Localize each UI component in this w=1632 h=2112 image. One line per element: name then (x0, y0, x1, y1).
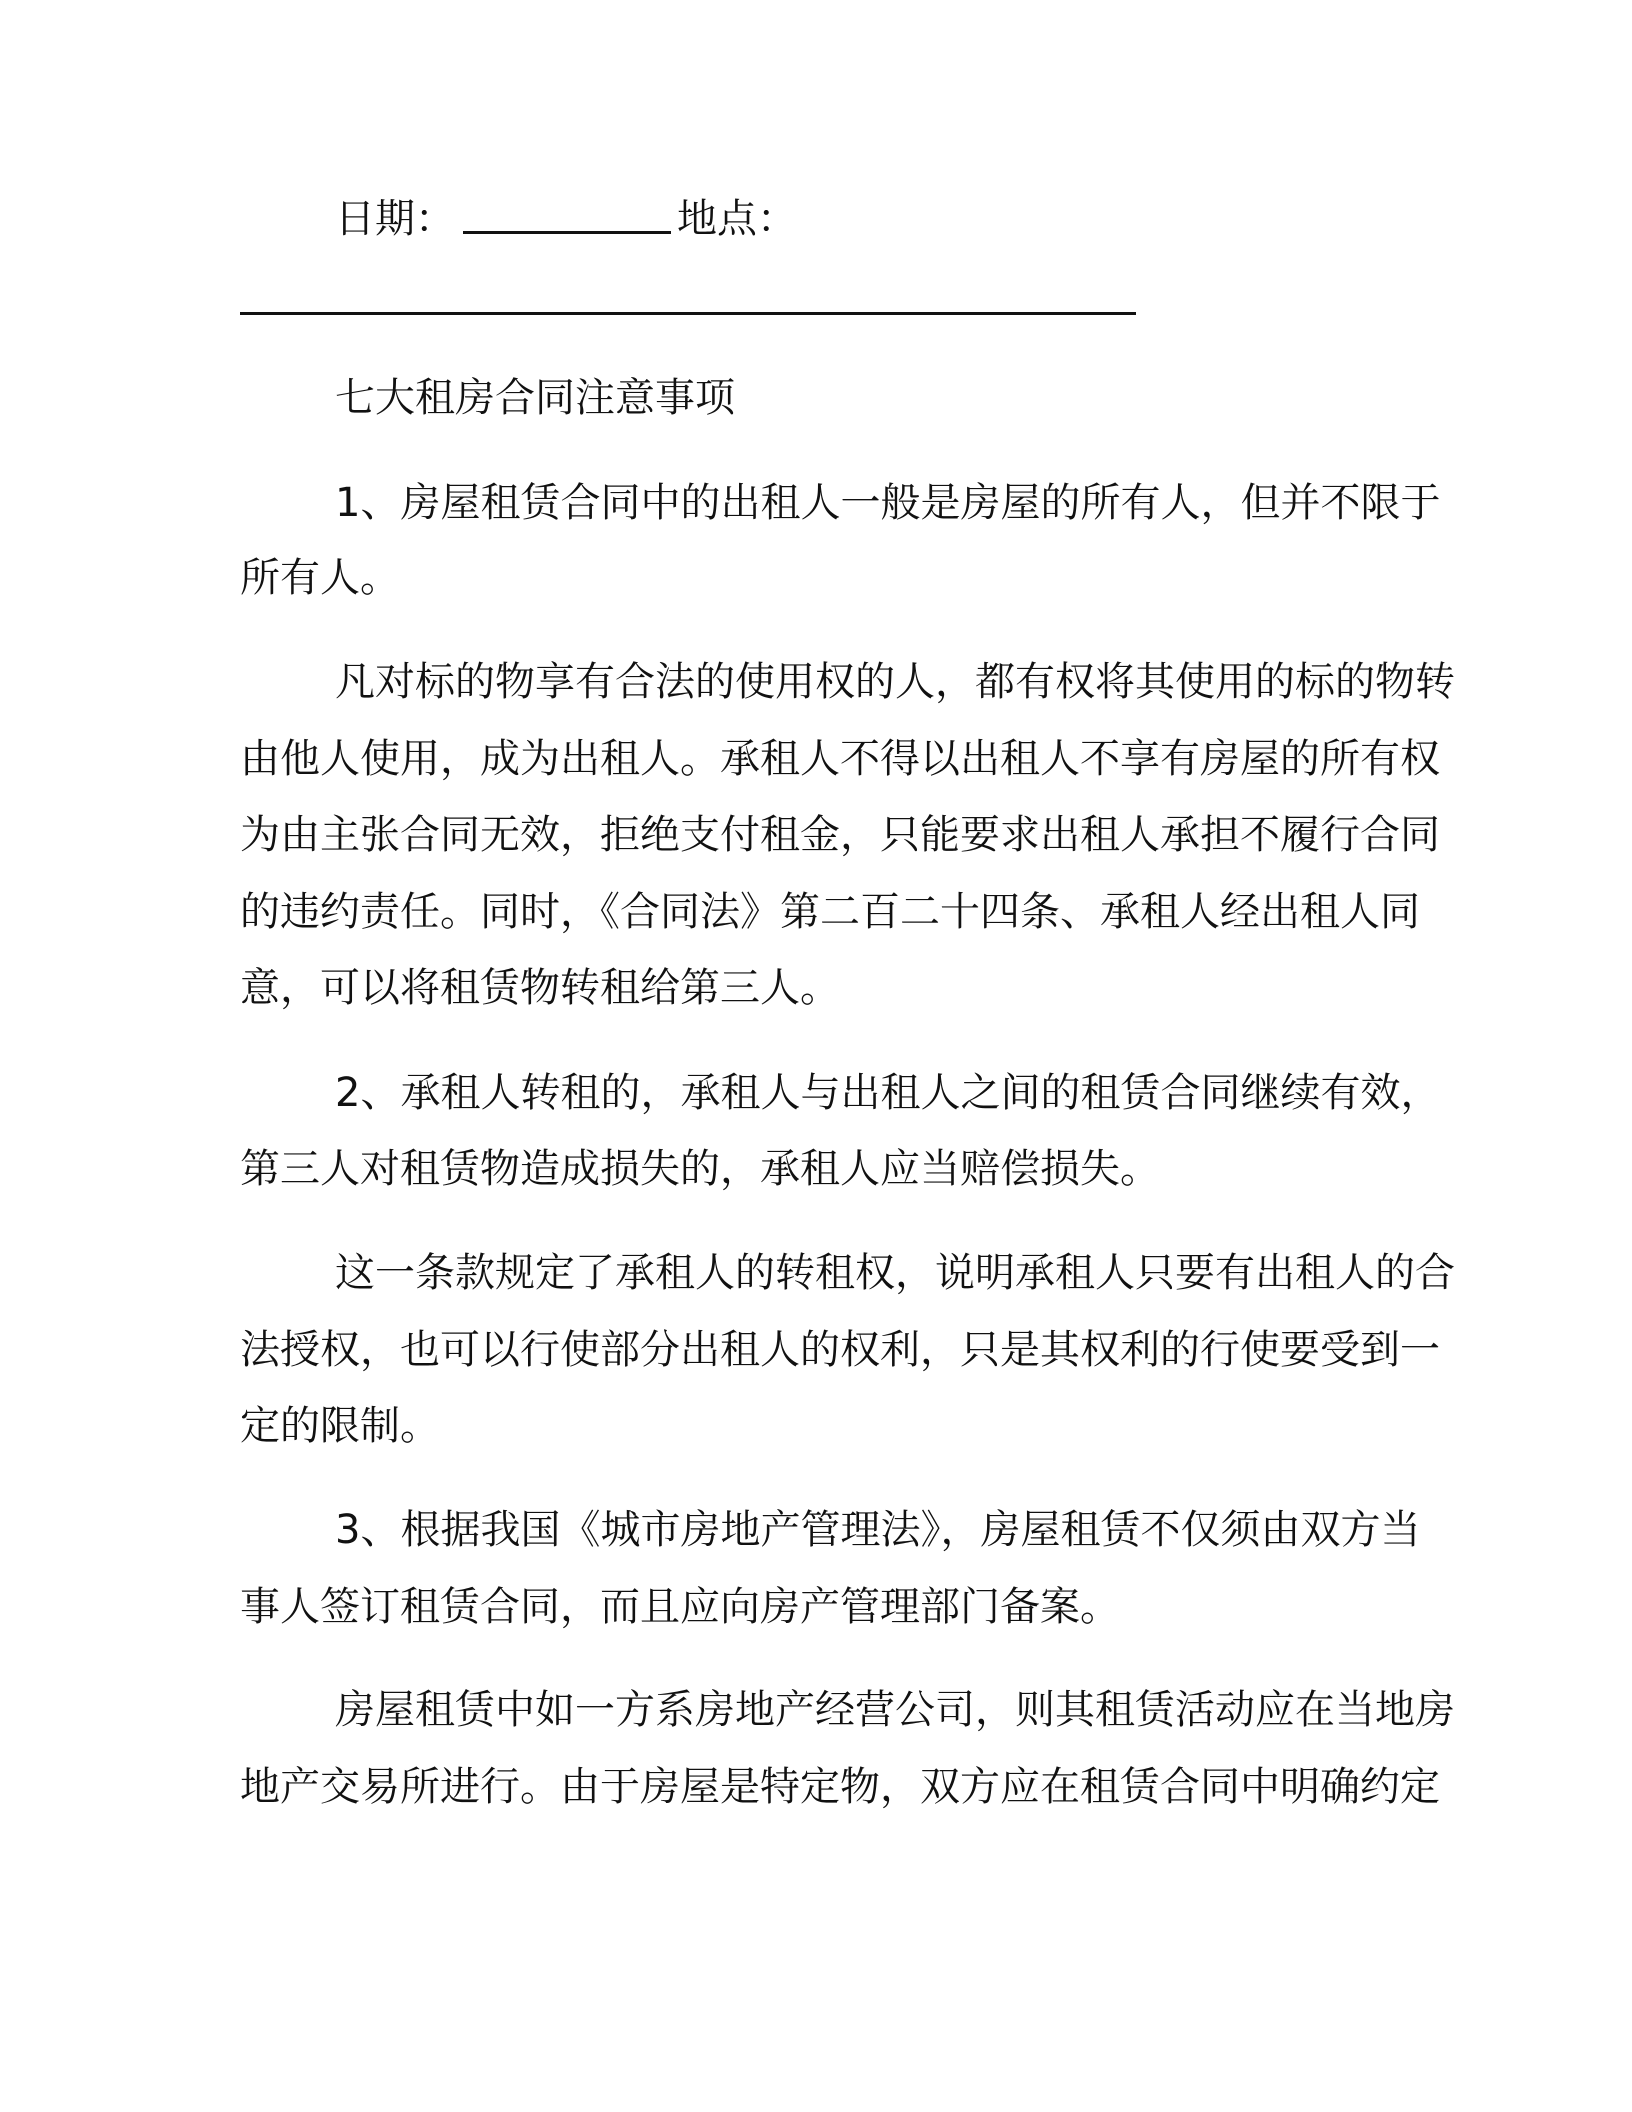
paragraph-line: 第三人对租赁物造成损失的，承租人应当赔偿损失。 (240, 1146, 1160, 1192)
date-place-line (335, 191, 797, 247)
date-label: 日期： (335, 196, 455, 242)
paragraph-line: 房屋租赁中如一方系房地产经营公司，则其租赁活动应在当地房 (335, 1687, 1455, 1733)
paragraph-line: 所有人。 (240, 555, 400, 601)
paragraph-line: 这一条款规定了承租人的转租权，说明承租人只要有出租人的合 (335, 1250, 1455, 1296)
paragraph-line: 1、房屋租赁合同中的出租人一般是房屋的所有人，但并不限于 (335, 480, 1441, 526)
place-label: 地点： (677, 196, 797, 242)
paragraph-line: 为由主张合同无效，拒绝支付租金，只能要求出租人承担不履行合同 (240, 812, 1440, 858)
paragraph-line: 的违约责任。同时，《合同法》第二百二十四条、承租人经出租人同 (240, 889, 1420, 935)
paragraph-line: 由他人使用，成为出租人。承租人不得以出租人不享有房屋的所有权 (240, 736, 1440, 782)
paragraph-line: 事人签订租赁合同，而且应向房产管理部门备案。 (240, 1584, 1120, 1630)
section-heading: 七大租房合同注意事项 (335, 375, 735, 421)
paragraph-line: 定的限制。 (240, 1403, 440, 1449)
place-blank (240, 312, 1136, 315)
paragraph-line: 法授权，也可以行使部分出租人的权利，只是其权利的行使要受到一 (240, 1327, 1440, 1373)
paragraph-line: 凡对标的物享有合法的使用权的人，都有权将其使用的标的物转 (335, 659, 1455, 705)
date-blank (463, 231, 671, 234)
paragraph-line: 意，可以将租赁物转租给第三人。 (240, 965, 840, 1011)
paragraph-line: 地产交易所进行。由于房屋是特定物，双方应在租赁合同中明确约定 (240, 1764, 1440, 1810)
paragraph-line: 2、承租人转租的，承租人与出租人之间的租赁合同继续有效， (335, 1070, 1441, 1116)
paragraph-line: 3、根据我国《城市房地产管理法》，房屋租赁不仅须由双方当 (335, 1507, 1421, 1553)
